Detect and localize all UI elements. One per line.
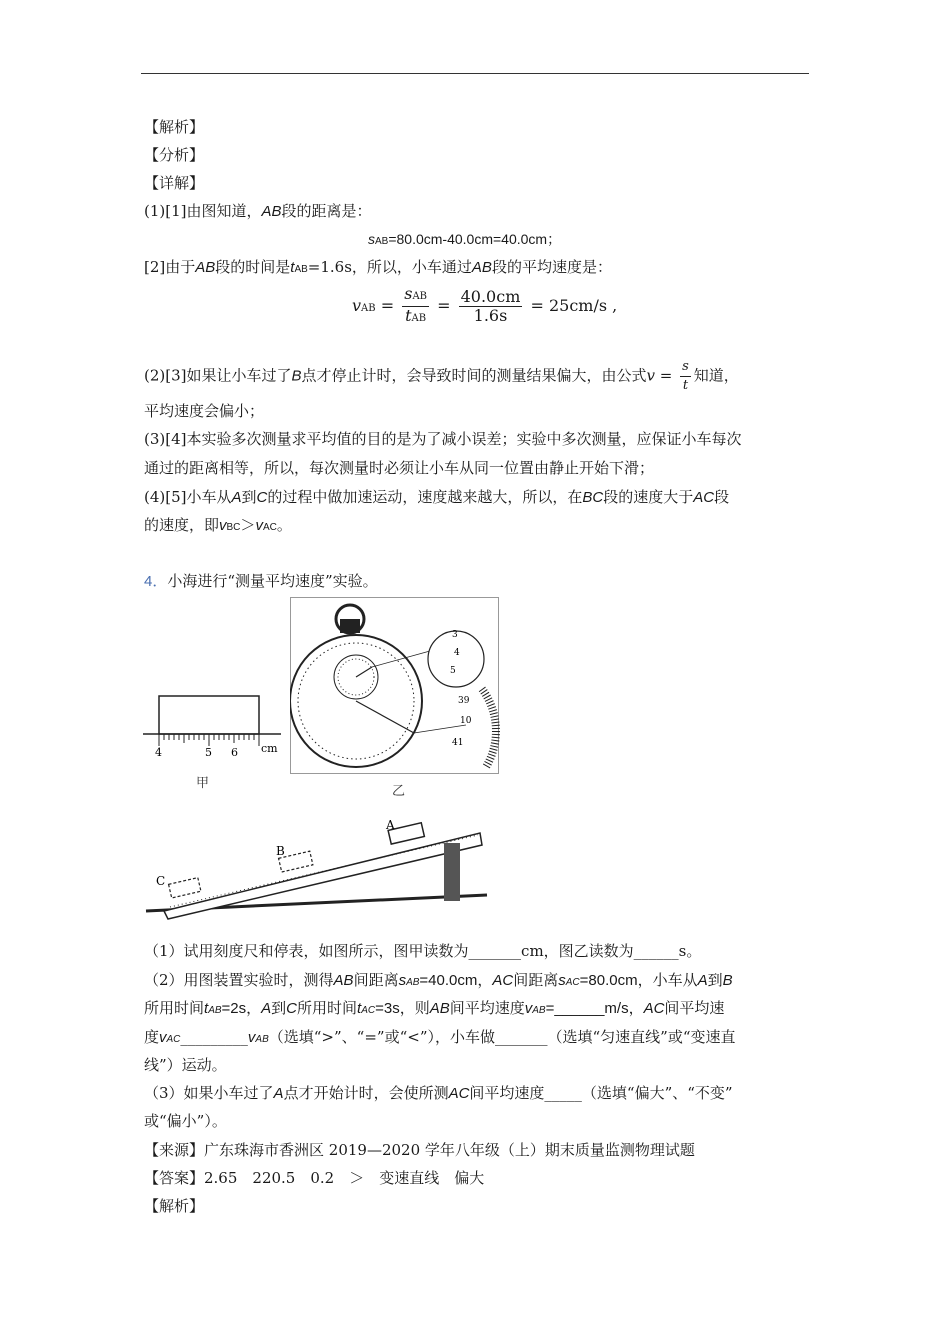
- s3-AC: AC: [643, 1000, 665, 1017]
- p7-e: 段: [714, 488, 730, 506]
- s2-B: B: [722, 972, 733, 989]
- s2-a: （2）用图装置实验时，测得: [144, 971, 334, 989]
- s3-h: 间平均速: [664, 999, 725, 1017]
- s4-v2: v: [247, 1029, 256, 1046]
- p3-v: v: [646, 366, 656, 385]
- s2-b: 间距离: [353, 971, 399, 989]
- s3-t2sub: AC: [361, 1005, 376, 1016]
- s6-c: 间平均速度_____（选填“偏大”、“不变”: [469, 1084, 733, 1102]
- incline-label-B: B: [276, 844, 285, 858]
- eq2-eq2: =: [437, 296, 451, 315]
- p3-t: t: [682, 378, 689, 393]
- equation-2: [352, 285, 617, 328]
- s3-e: =3s，则: [375, 1000, 430, 1017]
- p8-gt: ＞: [240, 516, 256, 534]
- p7-b: 到: [241, 488, 257, 506]
- s2-ab: AB: [333, 972, 354, 989]
- eq1-s: s: [368, 231, 375, 247]
- subquestion-2-line-1: [144, 970, 733, 993]
- subquestion-1: （1）试用刻度尺和停表，如图所示，图甲读数为_______cm，图乙读数为______s。: [144, 942, 702, 960]
- s2-d: 间距离: [513, 971, 559, 989]
- p2-val: =1.6s，所以，小车通过: [307, 258, 472, 276]
- p8-v1sub: BC: [226, 522, 241, 533]
- zoom-label-4: 4: [454, 648, 460, 658]
- s3-c: 到: [271, 999, 287, 1017]
- s4-v: v: [159, 1029, 167, 1046]
- p1-prefix: (1)[1]由图知道，: [144, 202, 262, 220]
- paragraph-6: 通过的距离相等，所以，每次测量时必须让小车从同一位置由静止开始下滑；: [144, 459, 655, 477]
- p8-end: 。: [276, 516, 292, 534]
- eq2-num: 40.0cm: [460, 287, 521, 306]
- p2-t: t: [290, 259, 295, 276]
- eq2-eq: =: [380, 296, 395, 315]
- p2-mid: 段的时间是: [215, 258, 291, 276]
- eq2-ssub: AB: [412, 291, 428, 302]
- p1-suffix: 段的距离是：: [281, 202, 372, 220]
- incline-label-C: C: [156, 874, 166, 888]
- ruler-figure: [143, 690, 283, 760]
- p8-v2sub: AC: [262, 522, 277, 533]
- incline-support: [444, 843, 460, 901]
- s3-v: v: [524, 1000, 533, 1017]
- s2-sab: s: [398, 972, 407, 989]
- eq2-result: = 25cm/s ,: [530, 296, 618, 315]
- s6-b: 点才开始计时，会使所测: [283, 1084, 449, 1102]
- s3-C: C: [286, 1000, 298, 1017]
- p7-a: (4)[5]小车从: [144, 488, 232, 506]
- p7-d: 段的速度大于: [603, 488, 694, 506]
- subquestion-3-line-2: 或“偏小”）。: [144, 1112, 227, 1130]
- p2-ab2: AB: [471, 259, 492, 276]
- s2-f: 到: [707, 971, 723, 989]
- p3-a: (2)[3]如果让小车过了: [144, 366, 292, 385]
- subquestion-2-line-4: 线”）运动。: [144, 1056, 227, 1074]
- p3-b: B: [291, 367, 302, 385]
- zoom-label-3: 3: [452, 630, 458, 640]
- p1-ab: AB: [261, 203, 282, 220]
- s3-a: 所用时间: [144, 999, 205, 1017]
- incline-figure: [144, 815, 489, 923]
- eq2-t: t: [405, 306, 412, 325]
- s3-f: 间平均速度: [449, 999, 525, 1017]
- s3-AB: AB: [429, 1000, 450, 1017]
- s4-a: 度: [144, 1028, 160, 1046]
- eq2-frac-numeric: [459, 288, 523, 325]
- s3-tsub: AB: [208, 1005, 222, 1016]
- s3-b: =2s，: [221, 1000, 262, 1017]
- incline-label-A: A: [386, 818, 395, 832]
- eq2-tsub: AB: [411, 313, 427, 324]
- s6-a: （3）如果小车过了: [144, 1084, 274, 1102]
- ruler-label-4: 4: [155, 746, 162, 759]
- p8-v2: v: [255, 517, 263, 534]
- equation-1: [368, 229, 561, 252]
- s2-sacsub: AC: [565, 977, 580, 988]
- s2-ac: AC: [492, 972, 514, 989]
- s4-v2sub: AB: [255, 1034, 269, 1045]
- question-4: [144, 571, 378, 592]
- subquestion-3-line-1: [144, 1083, 733, 1104]
- p8-a: 的速度，即: [144, 516, 220, 534]
- stopwatch-crown: [340, 619, 360, 633]
- ruler-caption: 甲: [196, 776, 210, 791]
- eq1-sub: AB: [375, 236, 389, 247]
- s6-A: A: [273, 1085, 284, 1102]
- s4-c: （选填“>”、“=”或“<”），小车做_______（选填“匀速直线”或“变速直: [268, 1028, 736, 1046]
- question-text: 小海进行“测量平均速度”实验。: [167, 572, 378, 590]
- paragraph-1: [144, 201, 372, 222]
- block: [159, 696, 259, 734]
- incline-board: [164, 833, 482, 919]
- s2-c: =40.0cm，: [419, 972, 493, 989]
- s4-b: _________: [180, 1028, 248, 1046]
- p3-s: s: [680, 358, 691, 377]
- paragraph-2: [144, 257, 612, 280]
- p2-tsub: AB: [294, 264, 308, 275]
- s3-d: 所用时间: [297, 999, 358, 1017]
- subquestion-2-line-3: [144, 1027, 736, 1050]
- s2-sac: s: [558, 972, 566, 989]
- s6-AC: AC: [448, 1085, 470, 1102]
- eq2-s: s: [404, 284, 413, 303]
- p7-BC: BC: [582, 489, 604, 506]
- ruler-ticks: [159, 734, 259, 746]
- s2-e: =80.0cm，小车从: [579, 972, 698, 989]
- eq1-rest: =80.0cm-40.0cm=40.0cm；: [388, 231, 562, 247]
- paragraph-8: [144, 515, 292, 538]
- p2-prefix: [2]由于: [144, 258, 196, 276]
- eq2-vsub: AB: [361, 303, 376, 314]
- stopwatch-caption: 乙: [392, 784, 406, 799]
- source-line: 【来源】广东珠海市香洲区 2019—2020 学年八年级（上）期末质量监测物理试题: [144, 1141, 695, 1159]
- subquestion-2-line-2: [144, 998, 724, 1021]
- zoom-label-41: 41: [452, 738, 464, 748]
- zoom-label-5: 5: [450, 666, 456, 676]
- s3-g: =______m/s，: [545, 1000, 644, 1017]
- s3-vsub: AB: [532, 1005, 546, 1016]
- s4-vsub: AC: [166, 1034, 181, 1045]
- p8-v1: v: [219, 517, 227, 534]
- p7-C: C: [256, 489, 268, 506]
- zoom-label-10: 10: [460, 716, 472, 726]
- p3-c: 点才停止计时，会导致时间的测量结果偏大，由公式: [301, 366, 647, 385]
- s3-t: t: [204, 1000, 209, 1017]
- ruler-unit: cm: [261, 742, 278, 755]
- paragraph-4: 平均速度会偏小；: [144, 402, 265, 420]
- header-rule: [141, 73, 809, 74]
- zoom-label-39: 39: [458, 696, 470, 706]
- analysis-header: 【解析】: [144, 118, 205, 136]
- ruler-label-5: 5: [205, 746, 212, 759]
- s3-t2: t: [357, 1000, 362, 1017]
- p2-end: 段的平均速度是：: [491, 258, 612, 276]
- s2-A: A: [697, 972, 708, 989]
- cart-C: [169, 878, 201, 898]
- paragraph-5: (3)[4]本实验多次测量求平均值的目的是为了减小误差；实验中多次测量，应保证小车每次: [144, 430, 742, 448]
- detail-header: 【详解】: [144, 174, 205, 192]
- fenxi-header: 【分析】: [144, 146, 205, 164]
- p3-d: 知道，: [693, 366, 739, 385]
- question-number: 4．: [144, 573, 168, 590]
- eq2-v: v: [352, 296, 362, 315]
- p7-AC: AC: [693, 489, 715, 506]
- stopwatch-figure: [290, 597, 500, 775]
- paragraph-3: [144, 358, 739, 395]
- p7-c: 的过程中做加速运动，速度越来越大，所以，在: [267, 488, 583, 506]
- p3-eq: =: [655, 366, 678, 385]
- p7-A: A: [231, 489, 242, 506]
- answer-line: 【答案】2.65 220.5 0.2 ＞ 变速直线 偏大: [144, 1169, 485, 1187]
- p3-frac: [680, 358, 691, 395]
- eq2-frac-symbolic: [402, 285, 429, 328]
- s2-sabsub: AB: [406, 977, 420, 988]
- ruler-label-6: 6: [231, 746, 238, 759]
- analysis-header-2: 【解析】: [144, 1197, 205, 1215]
- paragraph-7: [144, 487, 729, 508]
- eq2-den: 1.6s: [473, 306, 508, 325]
- p2-ab: AB: [195, 259, 216, 276]
- s3-A: A: [261, 1000, 272, 1017]
